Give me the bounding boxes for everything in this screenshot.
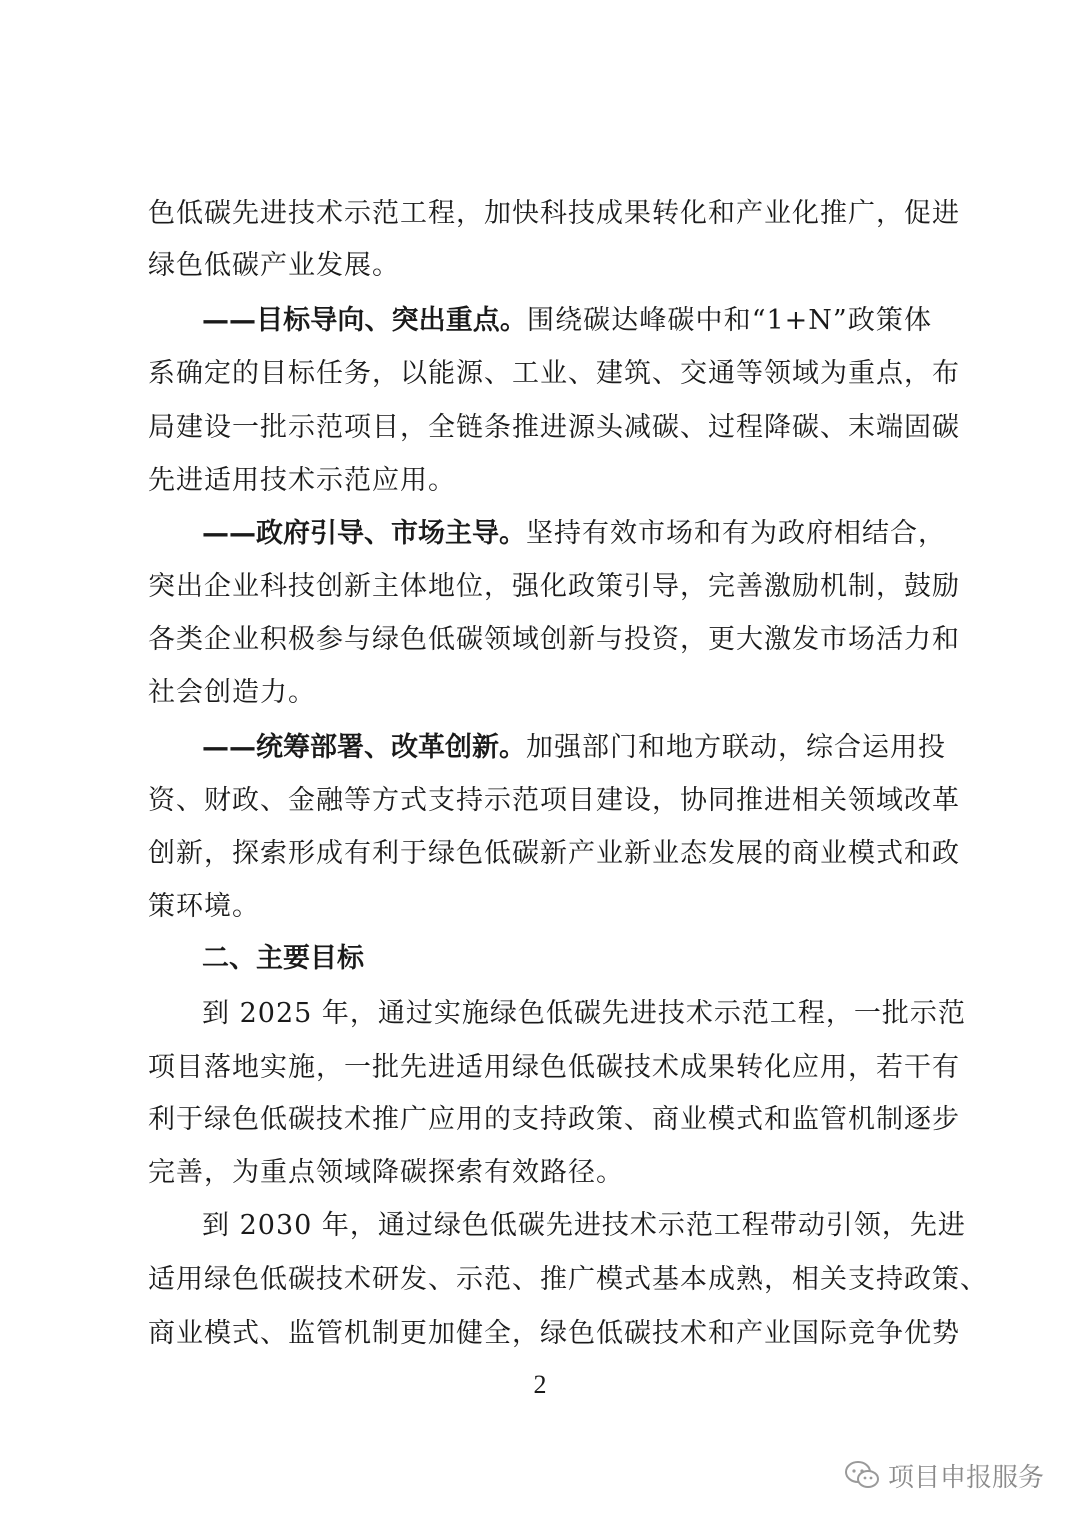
paragraph-lead-bold: ——政府引导、市场主导。 — [202, 518, 526, 549]
paragraph-lead-bold: ——统筹部署、改革创新。 — [202, 732, 526, 763]
paragraph-line: 局建设一批示范项目，全链条推进源头减碳、过程降碳、末端固碳 — [148, 412, 960, 443]
watermark-text: 项目申报服务 — [887, 1462, 1044, 1493]
paragraph-line: 项目落地实施，一批先进适用绿色低碳技术成果转化应用，若干有 — [148, 1052, 960, 1083]
paragraph-line: 突出企业科技创新主体地位，强化政策引导，完善激励机制，鼓励 — [148, 571, 960, 602]
paragraph-line: 系确定的目标任务，以能源、工业、建筑、交通等领域为重点，布 — [148, 358, 960, 389]
paragraph-line: 到 2030 年，通过绿色低碳先进技术示范工程带动引领，先进 — [202, 1210, 966, 1241]
paragraph-line: 完善，为重点领域降碳探索有效路径。 — [148, 1157, 624, 1188]
paragraph-text: 围绕碳达峰碳中和“1+N”政策体 — [526, 305, 932, 336]
section-heading: 二、主要目标 — [202, 943, 364, 974]
paragraph-line: 适用绿色低碳技术研发、示范、推广模式基本成熟，相关支持政策、 — [148, 1264, 988, 1295]
wechat-search-icon — [844, 1460, 880, 1490]
paragraph-first-line — [202, 295, 932, 347]
paragraph-line: 资、财政、金融等方式支持示范项目建设，协同推进相关领域改革 — [148, 785, 960, 816]
paragraph-text: 坚持有效市场和有为政府相结合， — [526, 518, 946, 549]
paragraph-line: 到 2025 年，通过实施绿色低碳先进技术示范工程，一批示范 — [202, 998, 966, 1029]
paragraph-lead-bold: ——目标导向、突出重点。 — [202, 305, 527, 336]
paragraph-line: 各类企业积极参与绿色低碳领域创新与投资，更大激发市场活力和 — [148, 624, 960, 655]
paragraph-text: 加强部门和地方联动，综合运用投 — [526, 732, 946, 763]
paragraph-line: 利于绿色低碳技术推广应用的支持政策、商业模式和监管机制逐步 — [148, 1104, 960, 1135]
paragraph-line: 绿色低碳产业发展。 — [148, 250, 400, 281]
paragraph-first-line — [202, 508, 946, 560]
watermark — [844, 1455, 1044, 1495]
paragraph-line: 先进适用技术示范应用。 — [148, 465, 456, 496]
paragraph-line: 策环境。 — [148, 891, 260, 922]
paragraph-line: 色低碳先进技术示范工程，加快科技成果转化和产业化推广，促进 — [148, 198, 960, 229]
paragraph-line: 商业模式、监管机制更加健全，绿色低碳技术和产业国际竞争优势 — [148, 1318, 960, 1349]
page-number: 2 — [533, 1370, 547, 1399]
paragraph-first-line — [202, 722, 946, 774]
paragraph-line: 创新，探索形成有利于绿色低碳新产业新业态发展的商业模式和政 — [148, 838, 960, 869]
paragraph-line: 社会创造力。 — [148, 677, 316, 708]
